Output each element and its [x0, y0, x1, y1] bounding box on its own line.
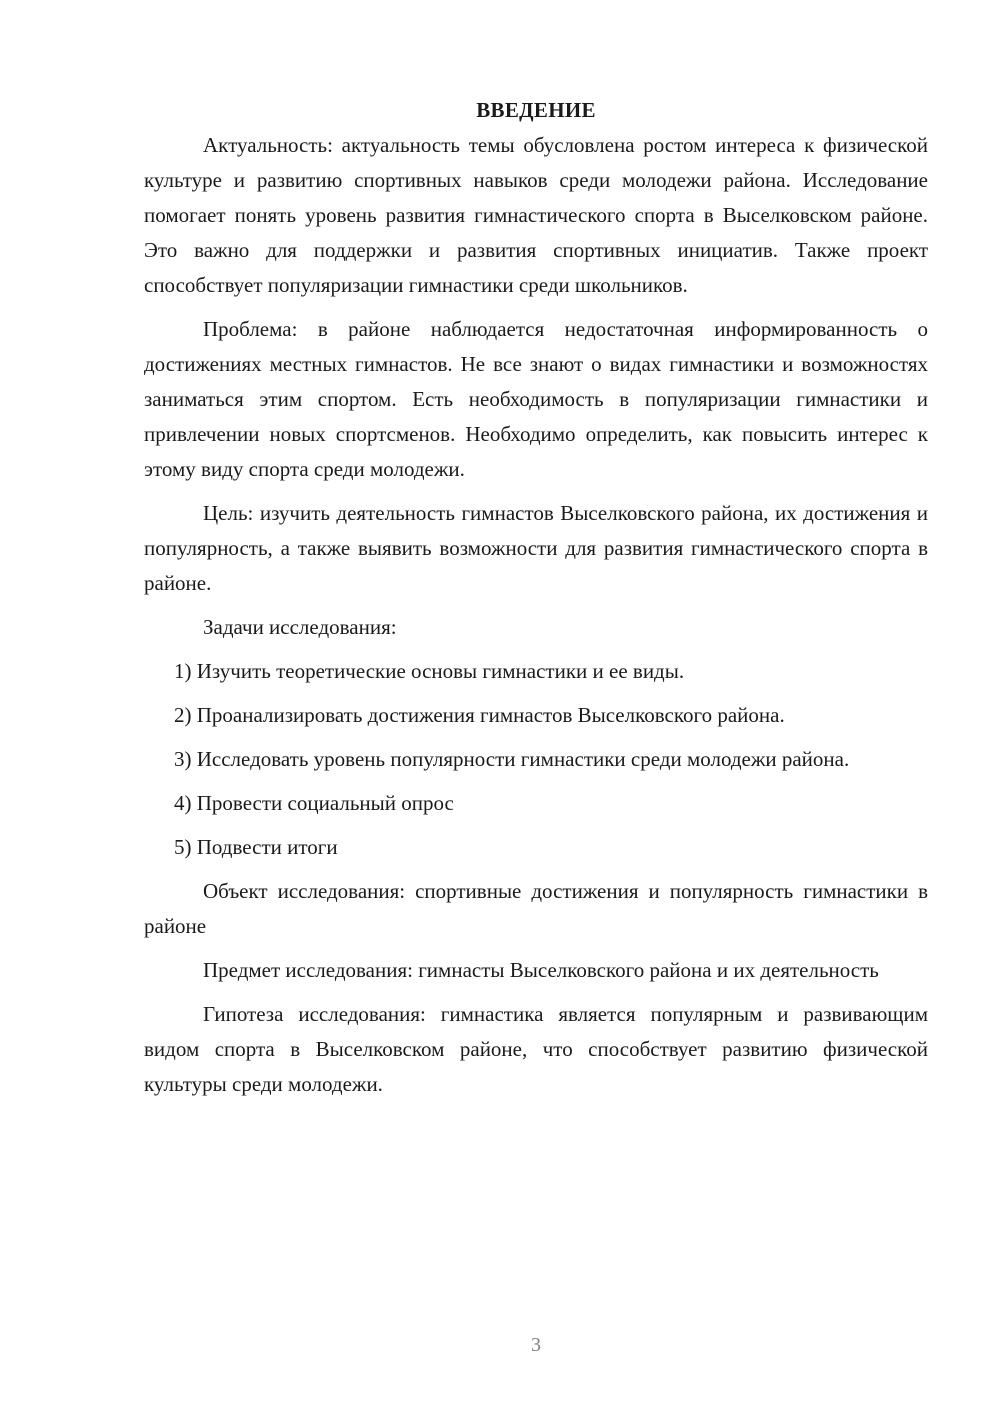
task-item-4: 4) Провести социальный опрос [174, 791, 454, 815]
paragraph-problem: Проблема: в районе наблюдается недостаточная информированность о достижениях местных гимнастов. Не все знают о видах гимнастики и возможностях заниматься этим спортом. Есть необходимость в популяризации гимнастики и привлечении новых спортсменов. Необходимо определить, как повысить интерес к этому виду спорта среди молодежи. [144, 317, 928, 481]
paragraph-subject: Предмет исследования: гимнасты Выселковского района и их деятельность [203, 958, 879, 982]
paragraph-hypothesis: Гипотеза исследования: гимнастика является популярным и развивающим видом спорта в Выселковском районе, что способствует развитию физической культуры среди молодежи. [144, 1002, 928, 1096]
page-number: 3 [531, 1334, 541, 1356]
document-page [144, 92, 928, 1102]
paragraph-relevance: Актуальность: актуальность темы обусловлена ростом интереса к физической культуре и развитию спортивных навыков среди молодежи района. Исследование помогает понять уровень развития гимнастического спорта в Выселковском районе. Это важно для поддержки и развития спортивных инициатив. Также проект способствует популяризации гимнастики среди школьников. [144, 133, 928, 297]
task-item-3: 3) Исследовать уровень популярности гимнастики среди молодежи района. [174, 747, 850, 771]
paragraph-object: Объект исследования: спортивные достижения и популярность гимнастики в районе [144, 879, 928, 938]
task-item-1: 1) Изучить теоретические основы гимнастики и ее виды. [174, 659, 685, 683]
tasks-title: Задачи исследования: [203, 615, 397, 639]
task-item-5: 5) Подвести итоги [174, 835, 338, 859]
task-item-2: 2) Проанализировать достижения гимнастов Выселковского района. [174, 703, 785, 727]
document-heading: ВВЕДЕНИЕ [476, 98, 596, 122]
paragraph-goal: Цель: изучить деятельность гимнастов Выселковского района, их достижения и популярность, а также выявить возможности для развития гимнастического спорта в районе. [144, 501, 928, 595]
